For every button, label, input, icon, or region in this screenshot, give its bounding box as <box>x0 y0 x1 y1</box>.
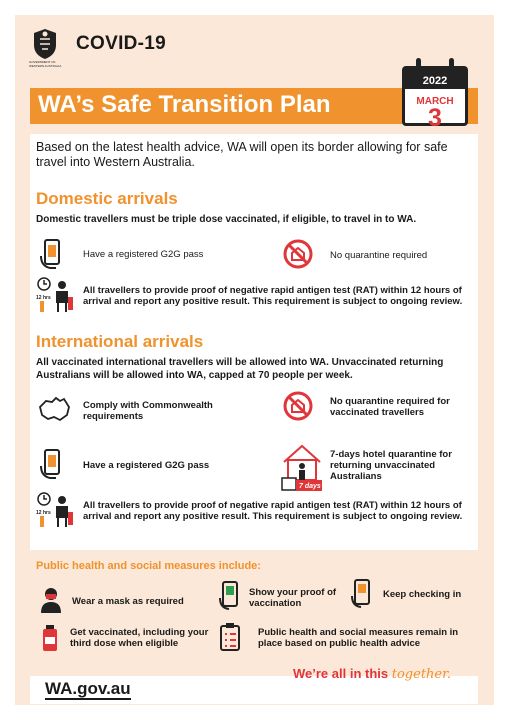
proof-text: Show your proof of vaccination <box>249 587 337 609</box>
domestic-heading: Domestic arrivals <box>36 189 178 208</box>
tagline-main: We’re all in this <box>293 666 389 681</box>
mask-person-icon <box>38 586 64 614</box>
international-g2g-text: Have a registered G2G pass <box>83 460 210 471</box>
crest-label: GOVERNMENT OF WESTERN AUSTRALIA <box>29 60 62 68</box>
hotel-days-label: 7 days <box>299 483 321 490</box>
wa-gov-link[interactable]: WA.gov.au <box>45 679 131 698</box>
wa-crest-icon <box>30 27 60 61</box>
wa-logo-underline <box>45 698 131 700</box>
rat-test-traveller-icon <box>36 492 74 528</box>
tagline <box>293 666 451 682</box>
australia-map-icon <box>36 395 72 423</box>
domestic-no-quarantine-text: No quarantine required <box>330 250 428 261</box>
vaccinated-text: Get vaccinated, including your third dose when eligible <box>70 627 209 649</box>
page-title: WA’s Safe Transition Plan <box>38 91 331 118</box>
checklist-icon <box>218 622 242 652</box>
rat-test-traveller-icon <box>36 277 74 313</box>
rat-hours-label: 12 hrs <box>36 295 51 301</box>
domestic-g2g-text: Have a registered G2G pass <box>83 249 204 260</box>
international-rat-text: All travellers to provide proof of negative rapid antigen test (RAT) within 12 hours of arrival and report any positive result. This requirement is subject to ongoing review. <box>83 500 463 522</box>
international-no-quarantine-text: No quarantine required for vaccinated travellers <box>330 396 450 418</box>
commonwealth-text: Comply with Commonwealth requirements <box>83 400 213 422</box>
phone-hand-icon <box>38 238 64 270</box>
no-quarantine-icon <box>282 238 314 270</box>
calendar-month: MARCH <box>416 96 454 107</box>
hotel-quarantine-icon <box>280 440 324 492</box>
calendar-day: 3 <box>428 104 442 132</box>
measures-title: Public health and social measures include: <box>36 560 261 572</box>
phone-hand-icon <box>38 448 64 480</box>
check-in-phone-icon <box>350 578 374 608</box>
vaccine-vial-icon <box>38 623 62 653</box>
calendar-year: 2022 <box>422 75 448 87</box>
international-summary: All vaccinated international travellers will be allowed into WA. Unvaccinated returning Australians will be allowed into WA, capped at 70 people per week. <box>36 357 444 381</box>
calendar-ring <box>416 58 421 72</box>
domestic-summary: Domestic travellers must be triple dose vaccinated, if eligible, to travel in to WA. <box>36 214 417 225</box>
measures-remain-text: Public health and social measures remain in place based on public health advice <box>258 627 459 649</box>
rat-hours-label: 12 hrs <box>36 510 51 516</box>
mask-text: Wear a mask as required <box>72 596 184 607</box>
international-heading: International arrivals <box>36 332 204 351</box>
tagline-script: together. <box>391 667 452 682</box>
calendar-ring <box>449 58 454 72</box>
intro-text: Based on the latest health advice, WA will open its border allowing for safe travel into Western Australia. <box>36 140 448 169</box>
checkin-text: Keep checking in <box>383 589 462 600</box>
calendar-icon <box>402 58 468 132</box>
covid-title: COVID-19 <box>76 33 167 54</box>
domestic-rat-text: All travellers to provide proof of negative rapid antigen test (RAT) within 12 hours of arrival and report any positive result. This requirement is subject to ongoing review. <box>83 285 463 307</box>
no-quarantine-icon-international <box>282 390 314 422</box>
vaccination-proof-phone-icon <box>218 580 242 610</box>
hotel-quarantine-text: 7-days hotel quarantine for returning unvaccinated Australians <box>330 449 452 482</box>
